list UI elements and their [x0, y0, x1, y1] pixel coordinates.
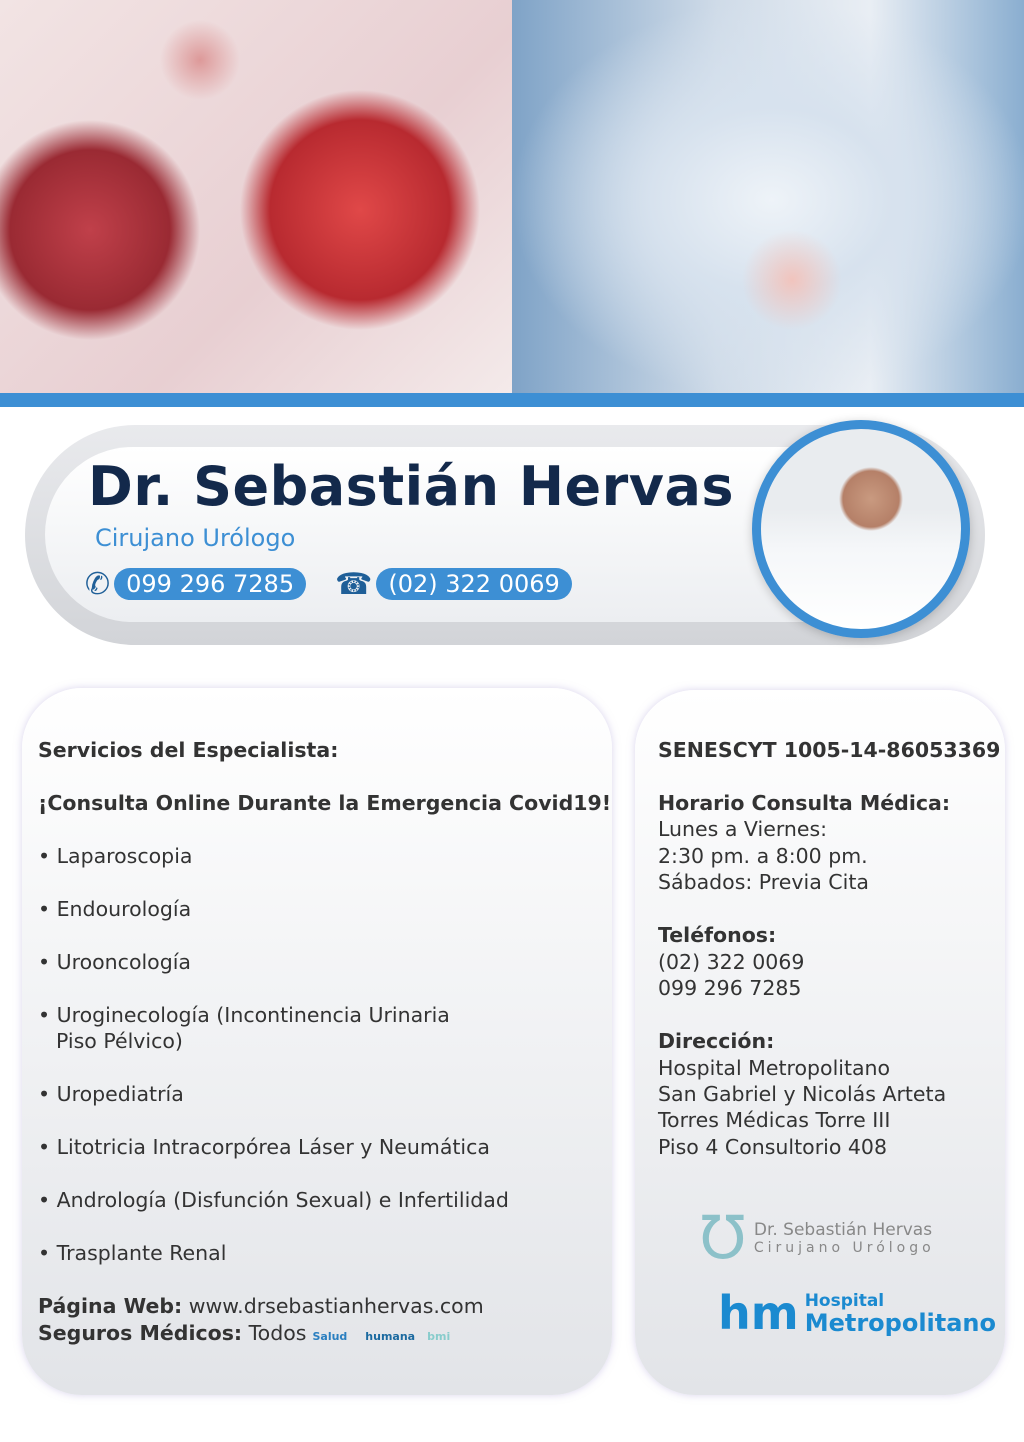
- doctor-title: Cirujano Urólogo: [95, 524, 296, 552]
- doctor-avatar: [752, 420, 970, 638]
- address-line: San Gabriel y Nicolás Arteta: [658, 1082, 947, 1106]
- services-highlight: ¡Consulta Online Durante la Emergencia Covid19!: [38, 791, 612, 815]
- salud-logo: Salud: [312, 1330, 348, 1343]
- phones-label: Teléfonos:: [658, 923, 777, 947]
- kidney-illustration: [0, 0, 512, 393]
- insurance-label: Seguros Médicos:: [38, 1321, 243, 1345]
- service-item: • Laparoscopia: [38, 844, 193, 868]
- service-item: • Trasplante Renal: [38, 1241, 227, 1265]
- website-link[interactable]: www.drsebastianhervas.com: [188, 1294, 484, 1318]
- bmi-logo: bmi: [427, 1330, 451, 1343]
- hospital-logo: [718, 1286, 997, 1340]
- divider-bar: [0, 393, 1024, 407]
- phone-line[interactable]: 099 296 7285: [658, 976, 802, 1000]
- insurance-value: Todos: [248, 1321, 307, 1345]
- telephone-icon: ☎: [335, 566, 373, 602]
- service-item: • Uroginecología (Incontinencia Urinaria: [38, 1003, 450, 1027]
- logo-doctor-name: Dr. Sebastián Hervas: [753, 1220, 933, 1240]
- logo-doctor-title: Cirujano Urólogo: [753, 1240, 935, 1256]
- humana-logo: humana: [365, 1330, 416, 1343]
- landline-number: (02) 322 0069: [376, 568, 571, 600]
- mobile-number: 099 296 7285: [114, 568, 306, 600]
- address-line: Torres Médicas Torre III: [658, 1108, 891, 1132]
- address-line: Hospital Metropolitano: [658, 1056, 891, 1080]
- landline-phone[interactable]: [335, 567, 572, 601]
- insurance-line: [38, 1321, 450, 1345]
- services-heading: Servicios del Especialista:: [38, 738, 339, 762]
- doctor-urinary-system-photo: [512, 0, 1024, 393]
- doctor-name: Dr. Sebastián Hervas: [88, 455, 735, 518]
- service-item: Piso Pélvico): [56, 1029, 183, 1053]
- website-line: [38, 1294, 484, 1318]
- service-item: • Endourología: [38, 897, 192, 921]
- doctor-logo: [700, 1203, 935, 1273]
- hospital-hm-icon: hm: [718, 1286, 799, 1340]
- hours-line: Sábados: Previa Cita: [658, 870, 869, 894]
- phone-icon: ✆: [85, 566, 111, 602]
- address-line: Piso 4 Consultorio 408: [658, 1135, 888, 1159]
- hours-label: Horario Consulta Médica:: [658, 791, 951, 815]
- hospital-line2: Metropolitano: [804, 1309, 997, 1337]
- senescyt-number: SENESCYT 1005-14-86053369: [658, 738, 1001, 762]
- service-item: • Andrología (Disfunción Sexual) e Infertilidad: [38, 1188, 509, 1212]
- hospital-line1: Hospital: [804, 1291, 885, 1311]
- address-label: Dirección:: [658, 1029, 775, 1053]
- service-item: • Urooncología: [38, 950, 191, 974]
- website-label: Página Web:: [38, 1294, 183, 1318]
- phone-line[interactable]: (02) 322 0069: [658, 950, 805, 974]
- service-item: • Uropediatría: [38, 1082, 184, 1106]
- hours-line: Lunes a Viernes:: [658, 817, 828, 841]
- mobile-phone[interactable]: [85, 567, 306, 601]
- service-item: • Litotricia Intracorpórea Láser y Neumática: [38, 1135, 490, 1159]
- urology-logo-icon: Ʊ: [700, 1203, 746, 1273]
- hours-line: 2:30 pm. a 8:00 pm.: [658, 844, 868, 868]
